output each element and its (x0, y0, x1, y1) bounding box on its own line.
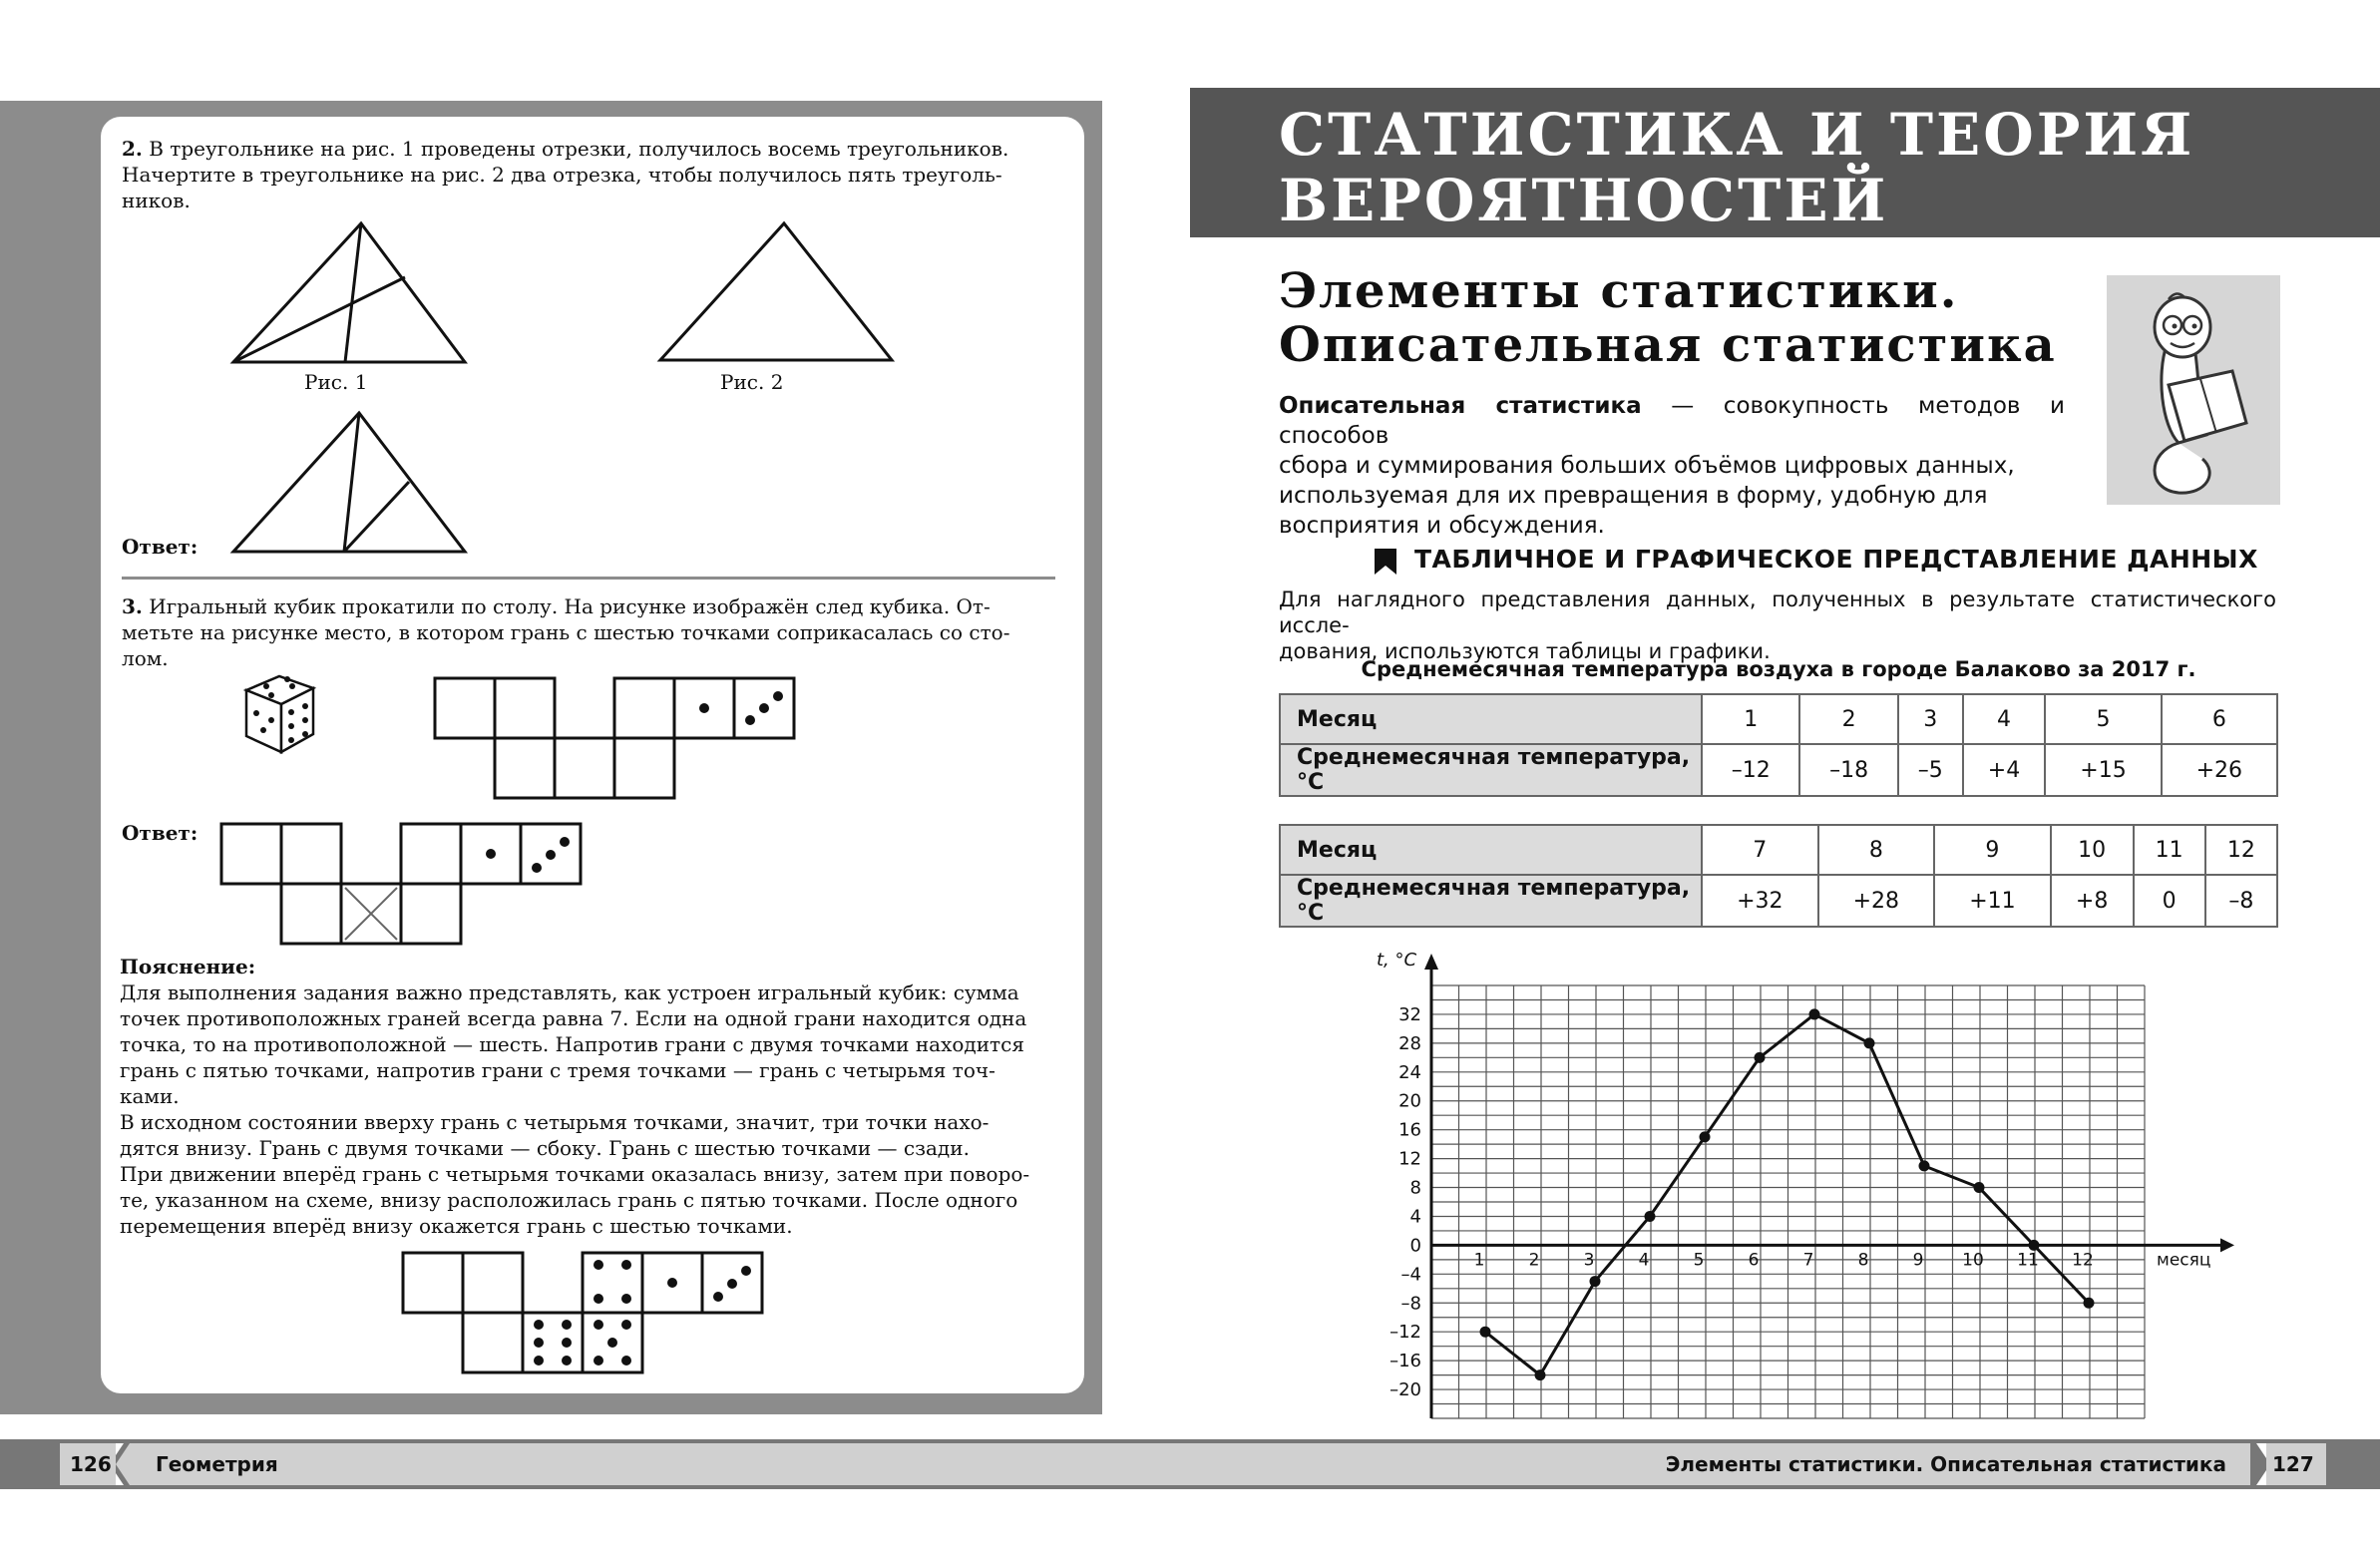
figure-2-triangle (656, 219, 896, 369)
y-axis-arrow (1424, 954, 1438, 970)
y-tick-label: 24 (1398, 1061, 1421, 1083)
figure-1-label: Рис. 1 (304, 370, 368, 394)
definition-line: сбора и суммирования больших объёмов цифровых данных, (1279, 453, 2015, 479)
y-tick-label: 16 (1398, 1119, 1421, 1141)
task2-text (122, 136, 1055, 213)
series-line (1485, 1014, 2089, 1375)
temperature-table-2 (1279, 824, 2278, 928)
table-cell: 12 (2205, 825, 2277, 875)
table-cell: 3 (1898, 694, 1963, 744)
definition-line: восприятия и обсуждения. (1279, 513, 1605, 539)
table-cell: +8 (2051, 875, 2134, 927)
task2-answer-label: Ответ: (122, 535, 198, 559)
y-tick-label: –20 (1389, 1379, 1421, 1401)
table-row (1280, 825, 2277, 875)
mascot-panel (2107, 275, 2280, 505)
task2-number: 2. (122, 137, 143, 161)
y-axis-label: t, °С (1377, 950, 1417, 971)
intro-line1: Для наглядного представления данных, полученных в результате статистического иссле- (1279, 587, 2276, 637)
table-cell: 9 (1934, 825, 2051, 875)
data-point (1700, 1131, 1711, 1142)
x-tick-label: 2 (1528, 1250, 1540, 1271)
task3-line1: Игральный кубик прокатили по столу. На рисунке изображён след кубика. От- (149, 594, 991, 618)
y-tick-label: 12 (1398, 1148, 1421, 1170)
data-point (1919, 1160, 1930, 1171)
left-section-name: Геометрия (156, 1452, 278, 1476)
table-cell: +28 (1818, 875, 1935, 927)
table-row (1280, 694, 2277, 744)
section-title-line2: Описательная статистика (1279, 317, 2057, 373)
chapter-title-line1: СТАТИСТИКА И ТЕОРИЯ (1279, 101, 2195, 169)
table-header-month: Месяц (1280, 825, 1702, 875)
table-cell: +15 (2045, 744, 2161, 796)
task-divider (122, 577, 1055, 580)
explanation-block (120, 954, 1063, 1239)
x-tick-label: 10 (1962, 1250, 1984, 1271)
x-tick-label: 12 (2072, 1250, 2094, 1271)
table-cell: 7 (1702, 825, 1818, 875)
task3-line2: метьте на рисунке место, в котором грань с шестью точками соприкасалась со сто- (122, 620, 1010, 644)
table-cell: –5 (1898, 744, 1963, 796)
figure-2-label: Рис. 2 (720, 370, 784, 394)
definition-line: используемая для их превращения в форму, удобную для (1279, 483, 1988, 509)
task3-answer-label: Ответ: (122, 821, 198, 845)
data-point (2029, 1240, 2040, 1251)
intro-line2: дования, используются таблицы и графики. (1279, 639, 1771, 663)
table-cell: 4 (1963, 694, 2046, 744)
table-cell: 1 (1702, 694, 1799, 744)
y-tick-label: –8 (1400, 1293, 1421, 1315)
table-cell: +26 (2162, 744, 2277, 796)
x-tick-label: 9 (1912, 1250, 1924, 1271)
table-caption: Среднемесячная температура воздуха в городе Балаково за 2017 г. (1361, 657, 2196, 681)
task3-answer-trace (219, 822, 589, 948)
explanation-line: перемещения вперёд внизу окажется грань с шестью точками. (120, 1214, 793, 1238)
x-tick-label: 7 (1802, 1250, 1814, 1271)
left-page-number: 126 (70, 1452, 112, 1476)
data-point (1645, 1211, 1656, 1222)
y-tick-label: 28 (1398, 1032, 1421, 1054)
y-tick-label: –12 (1389, 1322, 1421, 1344)
table-cell: –12 (1702, 744, 1799, 796)
definition-term: Описательная статистика (1279, 393, 1642, 419)
x-tick-label: 4 (1638, 1250, 1650, 1271)
chapter-title-line2: ВЕРОЯТНОСТЕЙ (1279, 167, 1889, 234)
definition-line: — совокупность методов и способов (1279, 393, 2065, 449)
x-tick-label: 6 (1748, 1250, 1760, 1271)
task3-text (122, 593, 1055, 671)
table-row (1280, 875, 2277, 927)
explanation-line: Для выполнения задания важно представлять, как устроен игральный кубик: сумма (120, 980, 1019, 1004)
data-point (2084, 1298, 2095, 1309)
right-section-name: Элементы статистики. Описательная статистика (1665, 1452, 2226, 1476)
data-point (1755, 1052, 1766, 1063)
figure-1-triangle (229, 219, 469, 369)
table-cell: 8 (1818, 825, 1935, 875)
explanation-heading: Пояснение: (120, 955, 256, 978)
explanation-line: дятся внизу. Грань с двумя точками — сбоку. Грань с шестью точками — сзади. (120, 1136, 970, 1160)
table-cell: –18 (1799, 744, 1897, 796)
x-tick-label: 1 (1473, 1250, 1485, 1271)
explanation-line: При движении вперёд грань с четырьмя точками оказалась внизу, затем при поворо- (120, 1162, 1030, 1186)
table-cell: +11 (1934, 875, 2051, 927)
x-tick-label: 8 (1857, 1250, 1869, 1271)
temperature-line-chart (1357, 948, 2254, 1426)
explanation-line: В исходном состоянии вверху грань с четырьмя точками, значит, три точки нахо- (120, 1110, 990, 1134)
data-point (1974, 1182, 1985, 1193)
temperature-table-1 (1279, 693, 2278, 797)
table-cell: 6 (2162, 694, 2277, 744)
y-tick-label: 0 (1409, 1235, 1421, 1257)
table-cell: +32 (1702, 875, 1818, 927)
table-cell: 5 (2045, 694, 2161, 744)
table-cell: +4 (1963, 744, 2046, 796)
explanation-line: точек противоположных граней всегда равна 7. Если на одной грани находится одна (120, 1006, 1027, 1030)
y-tick-label: 32 (1398, 1003, 1421, 1025)
explanation-line: те, указанном на схеме, внизу расположилась грань с пятью точками. После одного (120, 1188, 1018, 1212)
explanation-die-trace (401, 1251, 770, 1376)
y-tick-label: 20 (1398, 1090, 1421, 1112)
x-tick-label: 3 (1583, 1250, 1595, 1271)
table-header-temperature: Среднемесячная температура, °С (1280, 875, 1702, 927)
subsection-heading: ТАБЛИЧНОЕ И ГРАФИЧЕСКОЕ ПРЕДСТАВЛЕНИЕ ДАННЫХ (1414, 545, 2258, 574)
data-point (1809, 1008, 1820, 1019)
table-cell: –8 (2205, 875, 2277, 927)
task2-line2: Начертите в треугольнике на рис. 2 два отрезка, чтобы получилось пять треуголь- (122, 163, 1002, 187)
explanation-line: точка, то на противоположной — шесть. Напротив грани с двумя точками находится (120, 1032, 1024, 1056)
definition-block (1279, 391, 2065, 541)
worm-mascot-icon (2107, 275, 2280, 505)
task2-answer-triangle (229, 409, 469, 559)
die-trace (433, 676, 802, 802)
intro-block (1279, 586, 2276, 664)
task3-number: 3. (122, 594, 143, 618)
task2-line3: ников. (122, 189, 191, 212)
section-title-line1: Элементы статистики. (1279, 263, 1959, 319)
die-illustration (241, 668, 321, 758)
right-page-number: 127 (2272, 1452, 2314, 1476)
explanation-line: грань с пятью точками, напротив грани с тремя точками — грань с четырьмя точ- (120, 1058, 995, 1082)
bookmark-icon (1373, 547, 1398, 577)
x-tick-label: 5 (1693, 1250, 1705, 1271)
table-cell: 0 (2134, 875, 2205, 927)
data-point (1864, 1037, 1875, 1048)
data-point (1590, 1276, 1601, 1287)
table-header-temperature: Среднемесячная температура, °С (1280, 744, 1702, 796)
table-cell: 2 (1799, 694, 1897, 744)
y-tick-label: –16 (1389, 1351, 1421, 1372)
y-tick-label: 8 (1409, 1177, 1421, 1199)
task3-line3: лом. (122, 646, 169, 670)
table-cell: 10 (2051, 825, 2134, 875)
table-cell: 11 (2134, 825, 2205, 875)
data-point (1535, 1369, 1546, 1380)
table-row (1280, 744, 2277, 796)
y-tick-label: –4 (1400, 1264, 1421, 1286)
page-footer (0, 1439, 2380, 1489)
x-tick-label: 11 (2017, 1250, 2039, 1271)
explanation-line: ками. (120, 1084, 180, 1108)
data-point (1480, 1327, 1491, 1338)
x-axis-label: месяц (2157, 1250, 2211, 1271)
task2-line1: В треугольнике на рис. 1 проведены отрезки, получилось восемь треугольников. (149, 137, 1009, 161)
table-header-month: Месяц (1280, 694, 1702, 744)
y-tick-label: 4 (1409, 1206, 1421, 1228)
x-axis-arrow (2220, 1238, 2234, 1252)
